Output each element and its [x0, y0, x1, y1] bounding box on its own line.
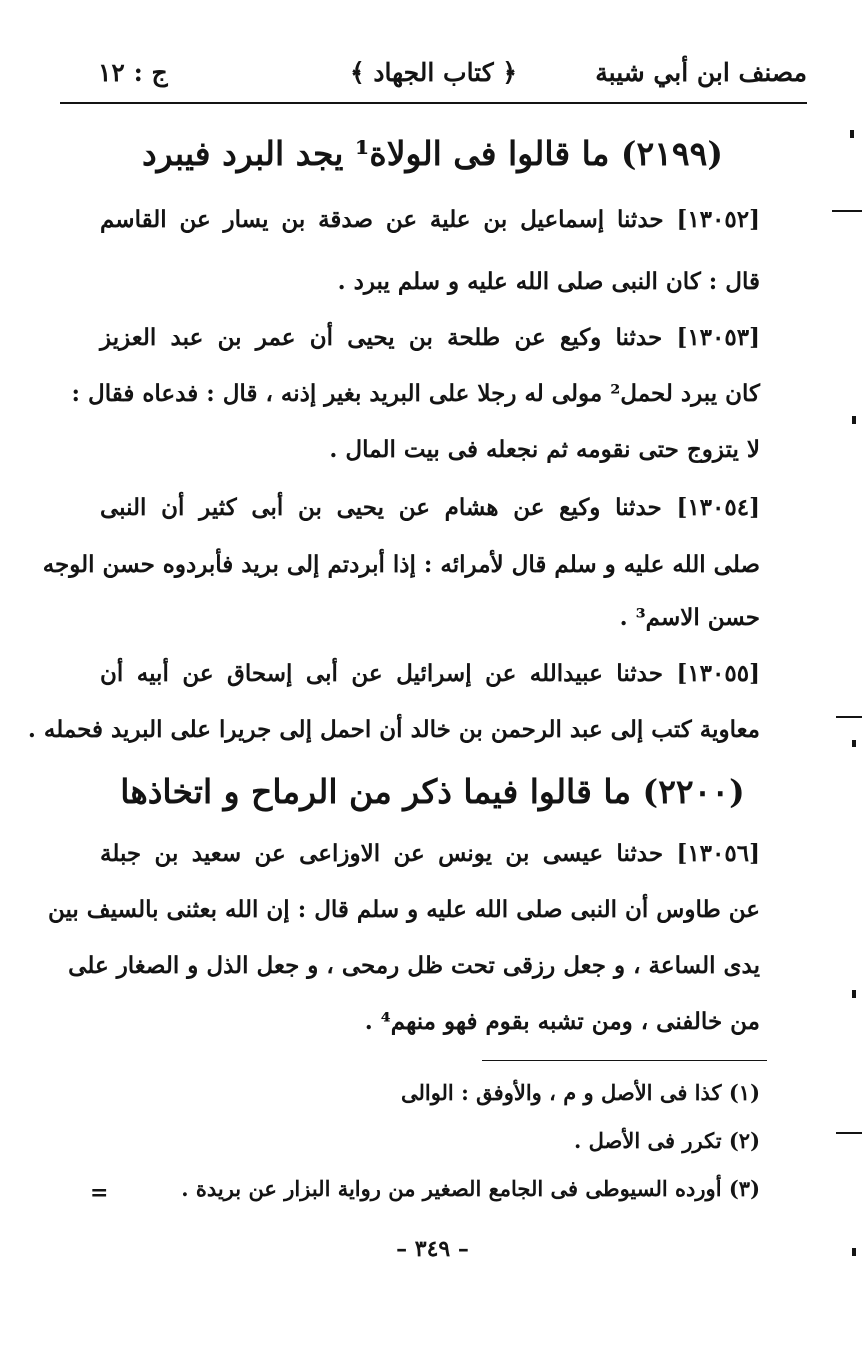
scan-mark — [852, 740, 856, 747]
hadith-line: [١٣٠٥٢] حدثنا إسماعيل بن علية عن صدقة بن يسار عن القاسم — [100, 206, 760, 233]
hadith-line: كان يبرد لحمل² مولى له رجلا على البريد بغير إذنه ، قال : فدعاه فقال : — [71, 380, 760, 407]
scan-mark — [852, 990, 856, 998]
hadith-line: يدى الساعة ، و جعل رزقى تحت ظل رمحى ، و جعل الذل و الصغار على — [68, 952, 760, 979]
footnote: (٣) أورده السيوطى فى الجامع الصغير من رواية البزار عن بريدة . — [181, 1176, 760, 1201]
scan-mark — [852, 1248, 856, 1256]
book-title: مصنف ابن أبي شيبة — [595, 58, 807, 87]
header-rule — [60, 102, 807, 104]
continuation-mark: = — [90, 1180, 109, 1206]
page-number: – ٣٤٩ – — [396, 1236, 469, 1262]
hadith-line: من خالفنى ، ومن تشبه بقوم فهو منهم⁴ . — [364, 1008, 760, 1035]
section-title: ﴿ كتاب الجهاد ﴾ — [350, 58, 517, 87]
hadith-line: قال : كان النبى صلى الله عليه و سلم يبرد . — [337, 268, 760, 295]
hadith-line: صلى الله عليه و سلم قال لأمرائه : إذا أبردتم إلى بريد فأبردوه حسن الوجه — [42, 551, 760, 578]
hadith-line: لا يتزوج حتى نقومه ثم نجعله فى بيت المال . — [329, 436, 760, 463]
hadith-line: [١٣٠٥٥] حدثنا عبيدالله عن إسرائيل عن أبى إسحاق عن أبيه أن — [100, 660, 760, 687]
hadith-line: [١٣٠٥٤] حدثنا وكيع عن هشام عن يحيى بن أبى كثير أن النبى — [100, 494, 760, 521]
chapter-heading: (٢١٩٩) ما قالوا فى الولاة¹ يجد البرد فيبرد — [141, 134, 723, 173]
footnote-rule — [482, 1060, 767, 1061]
footnote: (٢) تكرر فى الأصل . — [574, 1128, 760, 1153]
scan-mark — [836, 1132, 862, 1134]
footnote: (١) كذا فى الأصل و م ، والأوفق : الوالى — [400, 1080, 760, 1105]
hadith-line: معاوية كتب إلى عبد الرحمن بن خالد أن احمل إلى جريرا على البريد فحمله . — [27, 716, 760, 743]
hadith-line: حسن الاسم³ . — [619, 604, 760, 631]
scan-mark — [852, 416, 856, 424]
scan-mark — [832, 210, 862, 212]
hadith-line: عن طاوس أن النبى صلى الله عليه و سلم قال : إن الله بعثنى بالسيف بين — [47, 896, 760, 923]
scan-mark — [836, 716, 862, 718]
hadith-line: [١٣٠٥٦] حدثنا عيسى بن يونس عن الاوزاعى عن سعيد بن جبلة — [100, 840, 760, 867]
scan-mark — [850, 130, 854, 138]
chapter-heading: (٢٢٠٠) ما قالوا فيما ذكر من الرماح و اتخاذها — [120, 772, 745, 811]
running-header — [60, 54, 807, 100]
volume-number: ج : ١٢ — [98, 58, 168, 87]
hadith-line: [١٣٠٥٣] حدثنا وكيع عن طلحة بن يحيى أن عمر بن عبد العزيز — [100, 324, 760, 351]
